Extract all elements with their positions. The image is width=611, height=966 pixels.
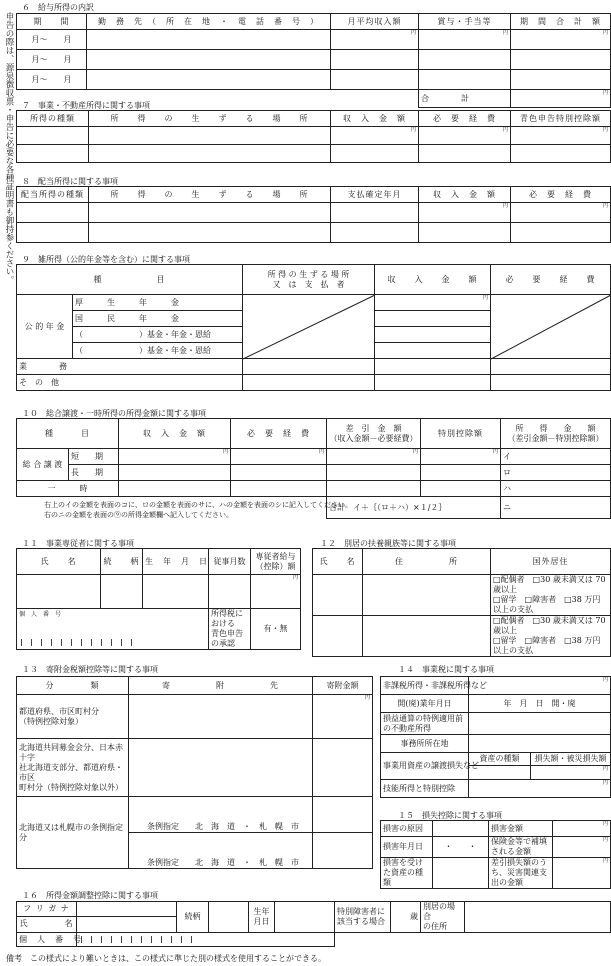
loss-cause-label: 損害の原因: [381, 821, 433, 837]
header-special-deduction: 特別控除額: [421, 419, 501, 449]
loss-amount-label: 損害金額: [489, 821, 553, 837]
birth-label: 生年 月日: [249, 902, 275, 933]
employee-pension: 厚 生 年 金: [73, 295, 243, 311]
mark-i[interactable]: イ: [501, 449, 611, 465]
temporary-label: 一 時: [17, 481, 119, 497]
ordinance-label: 条例指定: [147, 858, 179, 867]
period-cell[interactable]: 月〜 月: [17, 30, 87, 50]
age-label: 歳: [391, 902, 421, 933]
header-income: 収 入 金 額: [331, 111, 419, 127]
business-label: 業 務: [17, 359, 243, 375]
header-monthly: 月平均収入額: [331, 14, 419, 30]
grand-total-cell[interactable]: 円: [511, 90, 611, 108]
header-place: 所 得 の 生 ず る 場 所: [89, 111, 331, 127]
header-overseas: 国外居住: [491, 549, 611, 575]
short-term-label: 短 期: [69, 449, 119, 465]
loss-table: 損害の原因 損害金額 円 損害年月日 ・ ・ 保険金等で補填される金額 円 損害を受けた資産の種類 差引損失額のうち、災害関連支出の金額 円: [380, 820, 611, 889]
loss-date[interactable]: ・ ・: [433, 837, 489, 858]
overseas-option-2[interactable]: □留学 □障害者 □38 万円以上の支払: [493, 636, 601, 655]
header-place: 所 得 の 生 ず る 場 所: [89, 187, 331, 203]
loss-date-label: 損害年月日: [381, 837, 433, 858]
section-10-title: １０ 総合譲渡・一時所得の所得金額に関する事項: [22, 409, 206, 418]
approval-yes-no[interactable]: 有・無: [251, 609, 301, 650]
section-16-title: １６ 所得金額調整控除に関する事項: [22, 891, 158, 900]
slash-line: [491, 295, 611, 359]
enterprise-tax-table: 非課税所得・非課税所得など 円 開(廃)業年月日 年 月 日 開・廃 損益通算の特例適用前の不動産所得 事務所所在地 事業用資産の譲渡損失など 資産の種類 損失額・被災損失額 円 技能所得と特別控除 円: [380, 676, 611, 798]
header-months: 従事月数: [209, 549, 251, 575]
row-open-close: 開(廃)業年月日: [381, 695, 469, 713]
header-period: 期 間: [17, 14, 87, 30]
overseas-option-1[interactable]: □配偶者 □30 歳未満又は 70 歳以上: [493, 616, 606, 635]
header-diff: 差 引 金 額 （収入金額－必要経費）: [327, 419, 421, 449]
header-address: 住 所: [363, 549, 491, 575]
header-income-amount: 所 得 金 額 （差引金額－特別控除額）: [501, 419, 611, 449]
total-cell[interactable]: 円: [511, 30, 611, 50]
name-label: 氏 名: [17, 916, 77, 932]
mynumber-cell[interactable]: 個 人 番 号: [17, 609, 209, 650]
mynumber-boxes: [81, 936, 201, 944]
mark-ni[interactable]: ニ: [501, 497, 611, 519]
header-expense: 必 要 経 費: [231, 419, 327, 449]
section-13-title: １３ 寄附金税額控除等に関する事項: [22, 665, 158, 674]
disaster-expense-label: 差引損失額のうち、災害関連支出の金額: [489, 858, 553, 889]
dependents-table: [312, 548, 611, 657]
header-category: 分 類: [17, 677, 129, 695]
row-nontaxable: 非課税所得・非課税所得など: [381, 677, 469, 695]
header-income: 収 入 金 額: [119, 419, 231, 449]
fund-pension: （ ）基金・年金・恩給: [73, 343, 243, 359]
section-12-title: １２ 別居の扶養親族等に関する事項: [320, 539, 456, 548]
header-salary: 専従者給与 （控除）額: [251, 549, 301, 575]
mynumber-label: 個 人 番 号: [17, 933, 77, 947]
separate-address-label: 別居の場合 の住所: [421, 902, 465, 933]
employer-cell[interactable]: [87, 50, 331, 70]
side-note: 申告の際は、源泉徴収票・申告に必要な各種証明書も御持参ください。: [4, 12, 14, 284]
employer-cell[interactable]: [87, 30, 331, 50]
overseas-option-2[interactable]: □留学 □障害者 □38 万円以上の支払: [493, 595, 601, 614]
header-total: 期 間 合 計 額: [511, 14, 611, 30]
category-ordinance: 北海道又は札幌市の条例指定分: [17, 797, 129, 869]
mark-ro[interactable]: ロ: [501, 465, 611, 481]
header-date: 支払確定年月: [331, 187, 419, 203]
period-cell[interactable]: 月〜 月: [17, 50, 87, 70]
asset-type-label: 資産の種類: [469, 753, 531, 766]
header-birth: 生 年 月 日: [143, 549, 209, 575]
overseas-option-1[interactable]: □配偶者 □30 歳未満又は 70 歳以上: [493, 575, 606, 594]
section-11-title: １１ 事業専従者に関する事項: [22, 539, 134, 548]
adjustment-table: [16, 901, 611, 947]
ordinance-label: 条例指定: [147, 822, 179, 831]
section-14-title: １４ 事業税に関する事項: [398, 665, 494, 674]
header-expense: 必 要 経 費: [511, 187, 611, 203]
total-formula: 合計 イ＋｛（ロ＋ハ）×１/２｝: [327, 497, 501, 519]
furigana-label: フ リ ガ ナ: [17, 902, 77, 917]
family-worker-table: 氏 名 続 柄 生 年 月 日 従事月数 専従者給与 （控除）額 円 個 人 番 号 所得税における 青色申告の承認 有・無: [16, 548, 301, 650]
relation-label: 続柄: [177, 902, 209, 933]
category-other: 北海道共同募金会分、日本赤十字 社北海道支部分、都道府県・市区 町村分（特例控除対象以外）: [17, 739, 129, 797]
header-employer: 勤 務 先 （ 所 在 地 ・ 電 話 番 号 ）: [87, 14, 331, 30]
special-disability-label: 特別障害者に 該当する場合: [335, 902, 391, 933]
footer-note: 備考 この様式により難いときは、この様式に準じた別の様式を使用することができる。: [6, 954, 326, 963]
row-asset-loss: 事業用資産の譲渡損失など: [381, 753, 469, 780]
donation-table: 分 類 寄 附 先 寄附金額 都道府県、市区町村分 （特例控除対象） 円 北海道共同募金会分、日本赤十字 社北海道支部分、都道府県・市区 町村分（特例控除対象以外） 北海道又は札幌市の条例指定分 条例指定 北 海 道 ・ 札 幌 市 条例指定 北 海 道 ・ 札 幌 市: [16, 676, 373, 869]
header-amount: 寄附金額: [313, 677, 373, 695]
mynumber-input[interactable]: [77, 933, 335, 947]
pension-label: 公 的 年 金: [17, 295, 73, 359]
header-recipient: 寄 附 先: [129, 677, 313, 695]
grand-total-label: 合 計: [419, 90, 511, 108]
header-type: 種 目: [17, 419, 119, 449]
header-relation: 続 柄: [101, 549, 143, 575]
header-income: 収 入 金 額: [375, 265, 491, 295]
section-8-title: ８ 配当所得に関する事項: [22, 177, 118, 186]
mark-ha[interactable]: ハ: [501, 481, 611, 497]
monthly-cell[interactable]: 円: [331, 30, 419, 50]
open-close-date[interactable]: 年 月 日 開・廃: [469, 695, 611, 713]
category-municipal: 都道府県、市区町村分 （特例控除対象）: [17, 695, 129, 739]
business-table: 所得の種類 所 得 の 生 ず る 場 所 収 入 金 額 必 要 経 費 青色申告特別控除額 円 円 円: [16, 110, 611, 163]
blue-approval-label: 所得税における 青色申告の承認: [209, 609, 251, 650]
national-pension: 国 民 年 金: [73, 311, 243, 327]
mynumber-boxes: [21, 639, 141, 647]
loss-amount-label: 損失額・被災損失額: [531, 753, 611, 766]
other-label: そ の 他: [17, 375, 243, 391]
transfer-note-2: 右のニの金額を表面の⑨の所得金額欄へ記入してください。: [44, 511, 233, 519]
row-skill: 技能所得と特別控除: [381, 780, 469, 798]
header-expense: 必 要 経 費: [419, 111, 511, 127]
header-blue-deduction: 青色申告特別控除額: [511, 111, 611, 127]
header-expense: 必 要 経 費: [491, 265, 611, 295]
slash-line: [243, 295, 375, 359]
fund-pension: （ ）基金・年金・恩給: [73, 327, 243, 343]
header-income: 収 入 金 額: [419, 187, 511, 203]
ordinance-place[interactable]: 北 海 道 ・ 札 幌 市: [195, 858, 299, 867]
long-term-label: 長 期: [69, 465, 119, 481]
insurance-label: 保険金等で補填される金額: [489, 837, 553, 858]
period-cell[interactable]: 月〜 月: [17, 70, 87, 90]
salary-table: [16, 13, 611, 108]
section-15-title: １５ 損失控除に関する事項: [398, 811, 502, 820]
section-7-title: ７ 事業・不動産所得に関する事項: [22, 101, 150, 110]
employer-cell[interactable]: [87, 70, 331, 90]
header-name: 氏 名: [313, 549, 363, 575]
transfer-table: 種 目 収 入 金 額 必 要 経 費 差 引 金 額 （収入金額－必要経費） 特別控除額 所 得 金 額 （差引金額－特別控除額） 総 合 譲 渡 短 期 円 円 円 円 イ 長 期 ロ 一 時 ハ 合計 イ＋｛（ロ＋ハ）×１/２｝ ニ: [16, 418, 611, 519]
transfer-note-1: 右上のイの金額を表面のコに、ロの金額を表面のサに、ハの金額を表面のシに記入してください。: [44, 501, 352, 509]
header-kind: 所得の種類: [17, 111, 89, 127]
section-6-title: ６ 給与所得の内訳: [22, 3, 94, 12]
bonus-cell[interactable]: 円: [419, 30, 511, 50]
header-source: 所 得 の 生 ず る 場 所 又 は 支 払 者: [243, 265, 375, 295]
section-9-title: ９ 雑所得（公的年金等を含む）に関する事項: [22, 255, 190, 264]
header-kind: 配当所得の種類: [17, 187, 89, 203]
asset-type-label: 損害を受けた資産の種類: [381, 858, 433, 889]
misc-income-table: 種 目 所 得 の 生 ず る 場 所 又 は 支 払 者 収 入 金 額 必 要 経 費 公 的 年 金 厚 生 年 金 円 国 民 年 金 （ ）基金・年金・恩給 （ ）基金・年金・恩給 業 務 そ の 他: [16, 264, 611, 391]
row-real-estate: 損益通算の特例適用前の不動産所得: [381, 713, 469, 735]
dividend-table: 配当所得の種類 所 得 の 生 ず る 場 所 支払確定年月 収 入 金 額 必 要 経 費 円 円: [16, 186, 611, 243]
row-office: 事務所所在地: [381, 735, 469, 753]
header-type: 種 目: [17, 265, 243, 295]
header-name: 氏 名: [17, 549, 101, 575]
transfer-label: 総 合 譲 渡: [17, 449, 69, 481]
header-bonus: 賞与・手当等: [419, 14, 511, 30]
ordinance-place[interactable]: 北 海 道 ・ 札 幌 市: [195, 822, 299, 831]
